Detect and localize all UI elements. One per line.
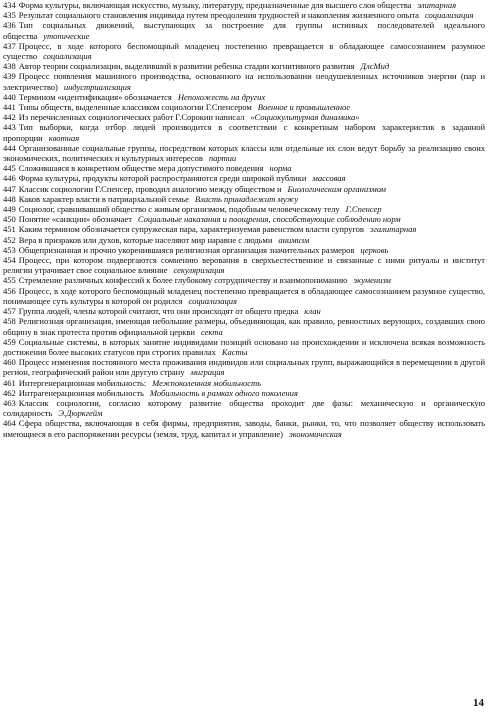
qa-entry <box>3 235 485 245</box>
entry-question: Результат социального становления индивида путем преодоления трудностей и накопления жизненного опыта <box>18 10 419 21</box>
qa-entry <box>3 398 485 418</box>
entry-number: 459 <box>3 336 16 347</box>
entry-number: 436 <box>3 20 16 31</box>
entry-answer: социализация <box>188 295 237 306</box>
entry-number: 455 <box>3 275 16 286</box>
entry-question: Группа людей, члены которой считают, что они происходят от общего предка <box>18 306 299 317</box>
qa-entry <box>3 214 485 224</box>
entry-answer: Непохожесть на других <box>177 91 266 102</box>
entry-question: Из перечисленных социологических работ Г.Сорокин написал <box>18 112 245 123</box>
entry-answer: социализация <box>43 51 92 62</box>
entry-answer: массовая <box>312 173 346 184</box>
qa-entry <box>3 163 485 173</box>
entry-answer: Касты <box>221 346 248 357</box>
qa-entry <box>3 61 485 71</box>
qa-entry <box>3 184 485 194</box>
qa-entry <box>3 143 485 163</box>
entry-answer: Биологическим организмом <box>287 183 386 194</box>
entry-number: 457 <box>3 306 16 317</box>
qa-entry <box>3 418 485 438</box>
entry-question: Классик социологии, согласно которому развитие общества проходит две фазы: механическую и органическую солидарность <box>3 397 485 419</box>
entry-answer: ДлсМид <box>360 61 390 72</box>
entry-answer: норма <box>269 163 292 174</box>
qa-entry <box>3 286 485 306</box>
entry-answer: Мобильность в рамках одного поколения <box>149 387 298 398</box>
page-number: 14 <box>473 697 484 709</box>
qa-entry <box>3 0 485 10</box>
entry-number: 449 <box>3 204 16 215</box>
entry-answer: миграция <box>190 367 225 378</box>
entry-question: Религиозная организация, имеющая небольшие размеры, объединяющая, как правило, ревностных верующих, создавших свою общину в знак протеста против официальной церкви <box>3 316 485 337</box>
qa-entry <box>3 357 485 377</box>
entry-number: 460 <box>3 357 16 368</box>
entry-number: 461 <box>3 377 16 388</box>
entry-answer: утопические <box>43 30 90 41</box>
entry-question: Термином «идентификация» обозначается <box>18 91 172 102</box>
qa-entry <box>3 204 485 214</box>
qa-entry <box>3 306 485 316</box>
entry-question: Социолог, сравнивавший общество с живым организмом, подобным человеческому телу <box>18 204 340 215</box>
entry-question: Автор теории социализации, выделивший в развитии ребенка стадии когнитивного развития <box>18 61 355 72</box>
entry-question: Процесс, при котором подвергаются сомнению верования в сверхъестественное и связанные с ними ритуалы и институт религии утрачивает свое социальное влияние <box>3 255 485 276</box>
qa-entry <box>3 388 485 398</box>
entry-question: Организованные социальные группы, посредством которых классы или отдельные их слои ведут борьбу за реализацию своих экономических, политических и культурных интересов <box>3 142 485 164</box>
entry-answer: секта <box>200 326 223 337</box>
qa-entry <box>3 224 485 234</box>
entry-number: 458 <box>3 316 16 327</box>
entry-number: 446 <box>3 173 16 184</box>
entry-number: 443 <box>3 122 16 133</box>
entry-answer: анимизм <box>278 234 310 245</box>
entry-number: 435 <box>3 10 16 21</box>
entry-answer: экономическая <box>288 428 342 439</box>
entry-question: Интрагенерационная мобильность <box>18 387 144 398</box>
entry-number: 464 <box>3 418 16 429</box>
entry-number: 441 <box>3 102 16 113</box>
entry-answer: Межпоколенная мобильность <box>152 377 262 388</box>
entry-answer: социализация <box>424 10 474 21</box>
entry-answer: клан <box>304 306 321 317</box>
entry-number: 444 <box>3 142 16 153</box>
qa-entry <box>3 245 485 255</box>
entry-number: 450 <box>3 214 16 225</box>
qa-entry <box>3 41 485 61</box>
entry-number: 448 <box>3 193 16 204</box>
entry-question: Интергенерационная мобильность: <box>18 377 147 388</box>
entry-number: 440 <box>3 91 16 102</box>
qa-entry <box>3 275 485 285</box>
entry-number: 434 <box>3 0 16 10</box>
entry-question: Каким термином обозначается супружеская пара, характеризуемая равенством власти супругов <box>18 224 364 235</box>
qa-entry <box>3 173 485 183</box>
qa-entry <box>3 378 485 388</box>
entry-question: Классик социологии Г.Спенсер, проводил аналогию между обществом и <box>18 183 282 194</box>
entry-answer: Власть принадлежит мужу <box>194 193 299 204</box>
qa-entry <box>3 255 485 275</box>
entry-answer: Военное и промышленное <box>257 102 351 113</box>
entry-question: Процесс, в ходе которого беспомощный младенец постепенно превращается в обладающее самосознанием разумное существо <box>3 40 485 62</box>
entry-answer: Социальные наказания и поощрения, способствующие соблюдению норм <box>137 214 401 225</box>
entry-answer: секуляризация <box>173 265 225 276</box>
qa-entry <box>3 337 485 357</box>
qa-entry <box>3 92 485 102</box>
entry-answer: экуменизм <box>353 275 391 286</box>
qa-entry <box>3 316 485 336</box>
entry-question: Стремление различных конфессий к более глубокому сотрудничеству и взаимопониманию <box>18 275 348 286</box>
entry-question: Сложившаяся в конкретном обществе мера допустимого поведения <box>18 163 264 174</box>
entry-answer: Г.Спенсер <box>345 204 382 215</box>
entry-question: Тип выборки, когда отбор людей производится в соответствии с конкретным набором характеристик в заданной пропорции <box>3 122 485 143</box>
qa-entry <box>3 194 485 204</box>
entry-question: Процесс изменения постоянного места проживания индивидов или социальных групп, выражающийся в перемещении в другой регион, географический район или другую страну <box>3 357 485 378</box>
entry-question: Тип социальных движений, выступающих за построение для группы истинных последователей идеального общества <box>3 20 485 41</box>
entry-answer: квотная <box>48 132 80 143</box>
entry-number: 442 <box>3 112 16 123</box>
qa-entry <box>3 20 485 40</box>
qa-entry <box>3 102 485 112</box>
entry-number: 456 <box>3 285 16 296</box>
entry-question: Социальные системы, в которых занятие индивидами позиций основано на происхождении и исключена всякая возможность достижения более высоких статусов при строгих правилах <box>3 336 485 357</box>
entry-number: 438 <box>3 61 16 72</box>
entry-number: 451 <box>3 224 16 235</box>
entry-number: 454 <box>3 255 16 266</box>
entry-answer: партии <box>208 153 237 164</box>
entry-question: Каков характер власти в патриархальной семье <box>18 193 189 204</box>
entry-answer: «Социокультурная динамика» <box>250 112 360 123</box>
entry-number: 462 <box>3 387 16 398</box>
entry-number: 447 <box>3 183 16 194</box>
entry-answer: церковь <box>360 244 389 255</box>
entry-question: Понятие «санкции» обозначает <box>18 214 132 225</box>
qa-entry <box>3 10 485 20</box>
qa-list <box>3 0 485 439</box>
entry-question: Форма культуры, включающая искусство, музыку, литературу, предназначенные для высшего слоя общества <box>18 0 412 10</box>
entry-question: Общепризнанная и прочно укоренившаяся религиозная организация значительных размеров <box>18 244 355 255</box>
qa-entry <box>3 71 485 91</box>
entry-number: 439 <box>3 71 16 82</box>
entry-question: Форма культуры, продукты которой распространяются среди широкой публики <box>18 173 307 184</box>
entry-question: Сфера общества, включающая в себя фирмы, предприятия, заводы, банки, рынки, то, что позволяет обществу использовать имеющиеся в его распоряжении ресурсы (земля, труд, капитал и управление) <box>3 418 485 439</box>
entry-question: Процесс, в ходе которого беспомощный младенец постепенно превращается в обладающее самосознанием разумное существо, понимающее суть культуры в которой он родился <box>3 285 485 306</box>
entry-question: Процесс появления машинного производства, основанного на использовании неодушевленных источников энергии (пар и электричество) <box>3 71 485 92</box>
entry-answer: элитарная <box>417 0 457 10</box>
entry-answer: индустриализация <box>63 81 131 92</box>
entry-answer: эгалитарная <box>369 224 417 235</box>
entry-number: 453 <box>3 244 16 255</box>
entry-number: 445 <box>3 163 16 174</box>
qa-entry <box>3 122 485 142</box>
entry-number: 437 <box>3 40 16 51</box>
qa-entry <box>3 112 485 122</box>
entry-number: 463 <box>3 397 16 408</box>
entry-answer: Э.Дюркгейм <box>58 408 103 419</box>
entry-question: Типы обществ, выделенные классиком социологии Г.Спенсером <box>18 102 252 113</box>
entry-number: 452 <box>3 234 16 245</box>
entry-question: Вера в призраков или духов, которые населяют мир наравне с людьми <box>18 234 273 245</box>
